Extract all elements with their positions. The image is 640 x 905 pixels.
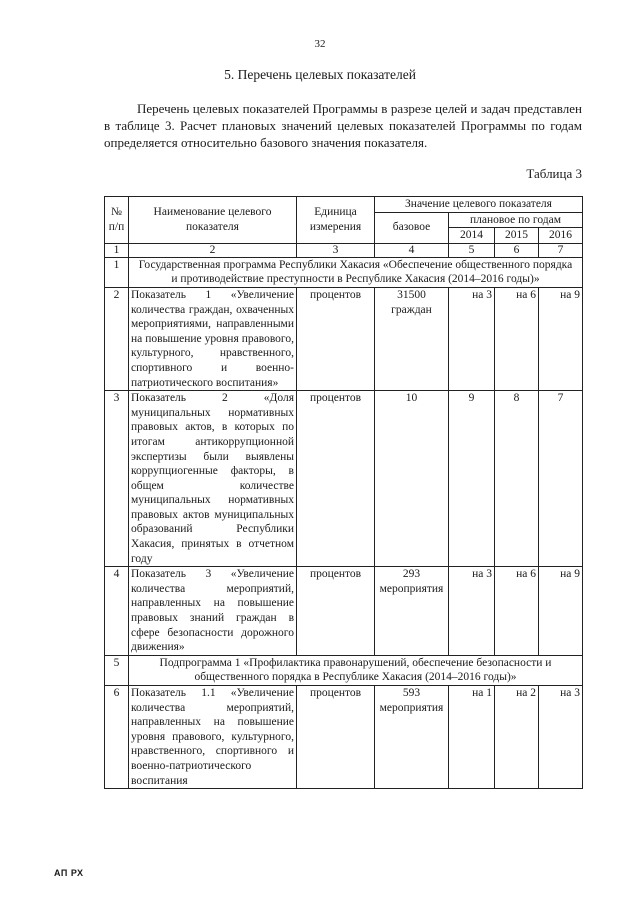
column-number-row xyxy=(105,243,583,257)
indicator-base: 10 xyxy=(375,391,449,567)
header-year-2015: 2015 xyxy=(495,228,539,244)
indicator-unit: процентов xyxy=(297,391,375,567)
indicator-2016: на 9 xyxy=(539,287,583,390)
intro-paragraph: Перечень целевых показателей Программы в разрезе целей и задач представлен в таблице 3. Расчет плановых значений целевых показателей Программы по годам определяется относительно базового значения показателя. xyxy=(104,101,582,150)
row-num: 4 xyxy=(105,567,129,656)
indicators-table xyxy=(104,196,583,789)
column-number: 1 xyxy=(105,243,129,257)
header-planned: плановое по годам xyxy=(449,212,583,228)
column-number: 3 xyxy=(297,243,375,257)
header-value-group: Значение целевого показателя xyxy=(375,197,583,213)
header-num: № п/п xyxy=(105,197,129,244)
indicator-2016: на 9 xyxy=(539,567,583,656)
indicator-2015: на 6 xyxy=(495,287,539,390)
indicator-name: Показатель 1.1 «Увеличение количества мероприятий, направленных на повышение уровня правового, культурного, нравственного, спортивного и военно-патриотического воспитания xyxy=(129,686,297,789)
indicator-2015: на 6 xyxy=(495,567,539,656)
indicator-2016: на 3 xyxy=(539,686,583,789)
column-number: 7 xyxy=(539,243,583,257)
header-unit: Единица измерения xyxy=(297,197,375,244)
row-num: 3 xyxy=(105,391,129,567)
indicator-2014: на 3 xyxy=(449,567,495,656)
indicator-unit: процентов xyxy=(297,686,375,789)
indicator-2015: 8 xyxy=(495,391,539,567)
indicator-unit: процентов xyxy=(297,287,375,390)
section-title: 5. Перечень целевых показателей xyxy=(224,67,416,82)
page-number: 32 xyxy=(314,38,326,50)
indicator-name: Показатель 2 «Доля муниципальных нормативных правовых актов, в которых по итогам антикоррупционной экспертизы были выявлены коррупциогенные факторы, в общем количестве муниципальных нормативных правовых актов муниципальных образований Республики Хакасия, принятых в отчетном году xyxy=(129,391,297,567)
header-name: Наименование целевого показателя xyxy=(129,197,297,244)
column-number: 2 xyxy=(129,243,297,257)
row-num: 1 xyxy=(105,257,129,287)
indicator-2016: 7 xyxy=(539,391,583,567)
column-number: 5 xyxy=(449,243,495,257)
indicator-2015: на 2 xyxy=(495,686,539,789)
indicator-2014: на 3 xyxy=(449,287,495,390)
row-num: 2 xyxy=(105,287,129,390)
indicator-name: Показатель 3 «Увеличение количества мероприятий, направленных на повышение правовых знаний граждан в сфере безопасности дорожного движения» xyxy=(129,567,297,656)
table-row xyxy=(105,257,583,287)
table-row xyxy=(105,287,583,390)
indicator-base: 31500 граждан xyxy=(375,287,449,390)
table-caption: Таблица 3 xyxy=(526,166,582,181)
table-row xyxy=(105,655,583,685)
indicator-unit: процентов xyxy=(297,567,375,656)
footer-mark: АП РХ xyxy=(54,868,84,878)
indicator-name: Показатель 1 «Увеличение количества граждан, охваченных мероприятиями, направленными на повышение уровня правового, культурного, нравственного, спортивного и военно-патриотического воспитания» xyxy=(129,287,297,390)
header-base: базовое xyxy=(375,212,449,243)
subprogram-title: Подпрограмма 1 «Профилактика правонарушений, обеспечение безопасности и общественного порядка в Республике Хакасия (2014–2016 годы)» xyxy=(129,655,583,685)
table-row xyxy=(105,686,583,789)
row-num: 6 xyxy=(105,686,129,789)
indicator-base: 293 мероприятия xyxy=(375,567,449,656)
column-number: 6 xyxy=(495,243,539,257)
program-title: Государственная программа Республики Хакасия «Обеспечение общественного порядка и противодействие преступности в Республике Хакасия (2014–2016 годы)» xyxy=(129,257,583,287)
indicator-2014: 9 xyxy=(449,391,495,567)
column-number: 4 xyxy=(375,243,449,257)
header-year-2016: 2016 xyxy=(539,228,583,244)
header-year-2014: 2014 xyxy=(449,228,495,244)
table-row xyxy=(105,567,583,656)
indicator-base: 593 мероприятия xyxy=(375,686,449,789)
table-row xyxy=(105,391,583,567)
row-num: 5 xyxy=(105,655,129,685)
indicator-2014: на 1 xyxy=(449,686,495,789)
